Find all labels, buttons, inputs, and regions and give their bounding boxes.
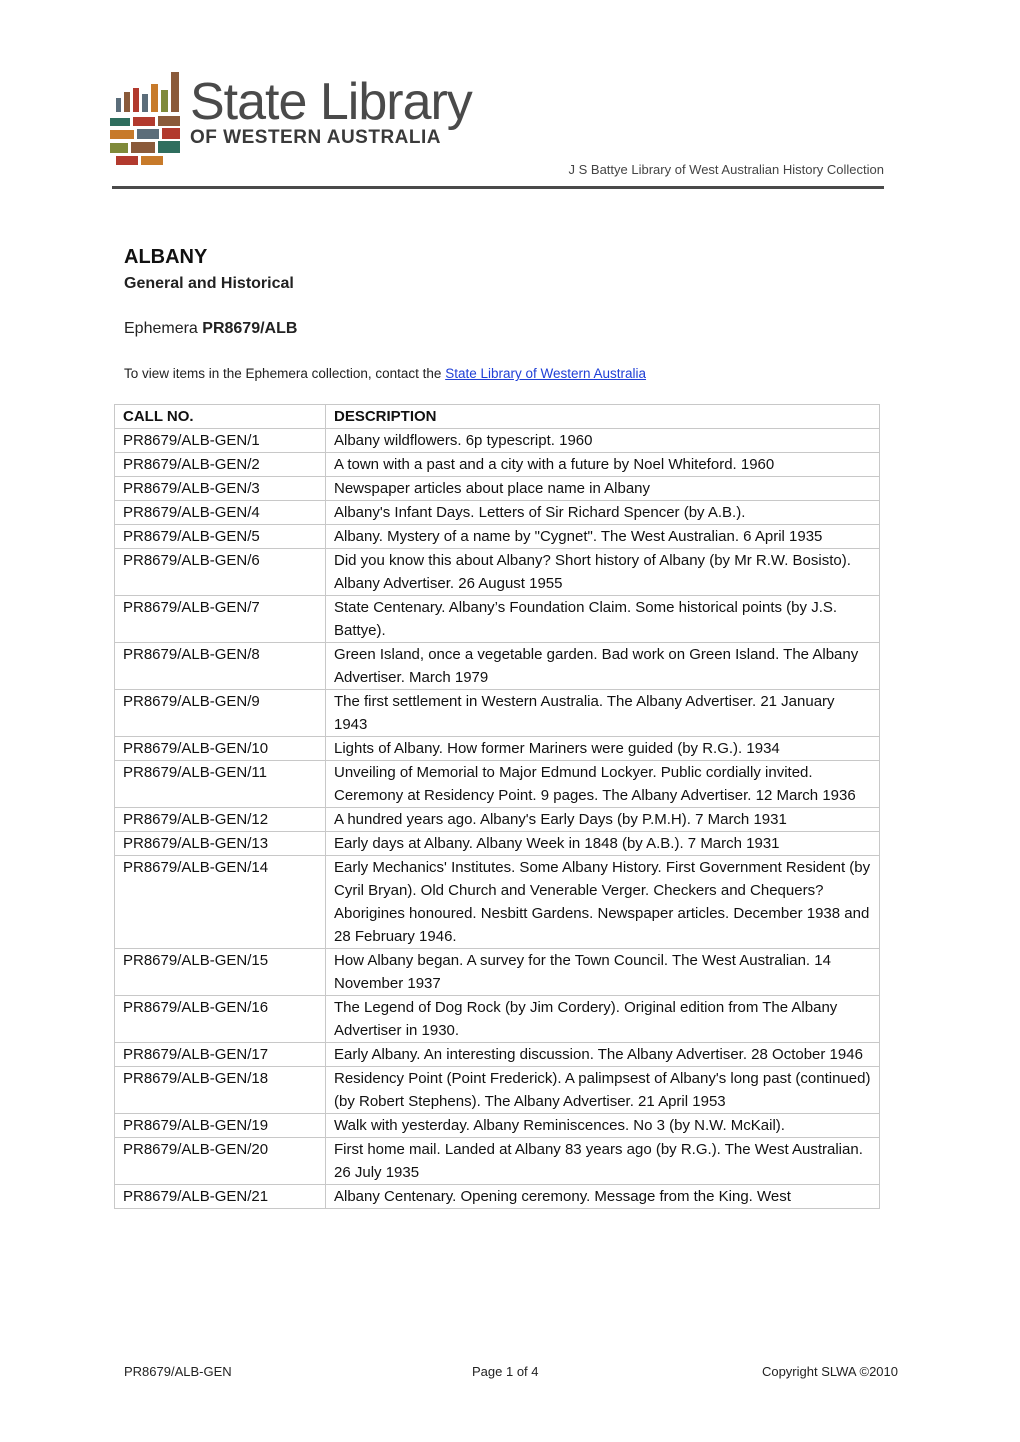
table-row [115, 477, 880, 501]
description-cell: Early Albany. An interesting discussion. The Albany Advertiser. 28 October 1946 [326, 1043, 880, 1067]
table-row [115, 949, 880, 996]
description-cell: Residency Point (Point Frederick). A palimpsest of Albany's long past (continued) (by Robert Stephens). The Albany Advertiser. 21 April 1953 [326, 1067, 880, 1114]
call-number-cell: PR8679/ALB-GEN/19 [115, 1114, 326, 1138]
logo-title: State Library [190, 73, 472, 131]
call-number-cell: PR8679/ALB-GEN/9 [115, 690, 326, 737]
table-row [115, 856, 880, 949]
call-number-cell: PR8679/ALB-GEN/5 [115, 525, 326, 549]
description-cell: Early Mechanics' Institutes. Some Albany History. First Government Resident (by Cyril Bryan). Old Church and Venerable Verger. Checkers and Chequers? Aborigines honoured. Nesbitt Gardens. Newspaper articles. December 1938 and 28 February 1946. [326, 856, 880, 949]
description-cell: Albany Centenary. Opening ceremony. Message from the King. West [326, 1185, 880, 1209]
call-number-cell: PR8679/ALB-GEN/17 [115, 1043, 326, 1067]
call-number-cell: PR8679/ALB-GEN/8 [115, 643, 326, 690]
call-number-cell: PR8679/ALB-GEN/13 [115, 832, 326, 856]
table-row [115, 832, 880, 856]
description-cell: A hundred years ago. Albany's Early Days (by P.M.H). 7 March 1931 [326, 808, 880, 832]
table-row [115, 453, 880, 477]
table-row [115, 1185, 880, 1209]
table-row [115, 996, 880, 1043]
description-cell: Albany wildflowers. 6p typescript. 1960 [326, 429, 880, 453]
table-row [115, 525, 880, 549]
table-row [115, 1114, 880, 1138]
call-number-cell: PR8679/ALB-GEN/7 [115, 596, 326, 643]
description-cell: The Legend of Dog Rock (by Jim Cordery). Original edition from The Albany Advertiser in 1930. [326, 996, 880, 1043]
page-subtitle: General and Historical [124, 275, 294, 292]
call-number-cell: PR8679/ALB-GEN/15 [115, 949, 326, 996]
call-number-cell: PR8679/ALB-GEN/4 [115, 501, 326, 525]
call-number-cell: PR8679/ALB-GEN/11 [115, 761, 326, 808]
description-cell: Did you know this about Albany? Short history of Albany (by Mr R.W. Bosisto). Albany Advertiser. 26 August 1955 [326, 549, 880, 596]
table-row [115, 690, 880, 737]
table-row [115, 549, 880, 596]
description-cell: Green Island, once a vegetable garden. Bad work on Green Island. The Albany Advertiser. March 1979 [326, 643, 880, 690]
table-header-row [115, 405, 880, 429]
description-cell: How Albany began. A survey for the Town Council. The West Australian. 14 November 1937 [326, 949, 880, 996]
header-divider [112, 186, 884, 189]
call-number-cell: PR8679/ALB-GEN/12 [115, 808, 326, 832]
call-number-cell: PR8679/ALB-GEN/3 [115, 477, 326, 501]
table-row [115, 761, 880, 808]
call-number-cell: PR8679/ALB-GEN/21 [115, 1185, 326, 1209]
collection-name: J S Battye Library of West Australian History Collection [568, 162, 884, 177]
description-cell: Early days at Albany. Albany Week in 1848 (by A.B.). 7 March 1931 [326, 832, 880, 856]
description-cell: A town with a past and a city with a future by Noel Whiteford. 1960 [326, 453, 880, 477]
description-cell: State Centenary. Albany’s Foundation Claim. Some historical points (by J.S. Battye). [326, 596, 880, 643]
table-row [115, 1138, 880, 1185]
column-header-description: DESCRIPTION [326, 405, 880, 429]
table-row [115, 737, 880, 761]
footer-reference: PR8679/ALB-GEN [124, 1364, 232, 1379]
call-number-cell: PR8679/ALB-GEN/1 [115, 429, 326, 453]
call-number-cell: PR8679/ALB-GEN/14 [115, 856, 326, 949]
intro-text [124, 366, 646, 381]
call-number-cell: PR8679/ALB-GEN/10 [115, 737, 326, 761]
table-row [115, 643, 880, 690]
logo-subtitle: OF WESTERN AUSTRALIA [190, 127, 442, 148]
table-row [115, 596, 880, 643]
description-cell: Newspaper articles about place name in Albany [326, 477, 880, 501]
call-number-cell: PR8679/ALB-GEN/16 [115, 996, 326, 1043]
table-row [115, 1067, 880, 1114]
table-row [115, 808, 880, 832]
ephemera-code: PR8679/ALB [202, 320, 298, 337]
description-cell: Albany's Infant Days. Letters of Sir Richard Spencer (by A.B.). [326, 501, 880, 525]
description-cell: The first settlement in Western Australia. The Albany Advertiser. 21 January 1943 [326, 690, 880, 737]
call-number-cell: PR8679/ALB-GEN/20 [115, 1138, 326, 1185]
call-number-cell: PR8679/ALB-GEN/6 [115, 549, 326, 596]
description-cell: First home mail. Landed at Albany 83 years ago (by R.G.). The West Australian. 26 July 1935 [326, 1138, 880, 1185]
table-row [115, 501, 880, 525]
description-cell: Walk with yesterday. Albany Reminiscences. No 3 (by N.W. McKail). [326, 1114, 880, 1138]
footer-page-number: Page 1 of 4 [472, 1364, 539, 1379]
description-cell: Lights of Albany. How former Mariners were guided (by R.G.). 1934 [326, 737, 880, 761]
table-row [115, 1043, 880, 1067]
column-header-call-no: CALL NO. [115, 405, 326, 429]
ephemera-line [124, 320, 297, 338]
table-row [115, 429, 880, 453]
page-title: ALBANY [124, 246, 208, 268]
ephemera-label: Ephemera [124, 320, 198, 337]
slwa-link[interactable]: State Library of Western Australia [445, 366, 647, 381]
call-number-cell: PR8679/ALB-GEN/18 [115, 1067, 326, 1114]
call-number-cell: PR8679/ALB-GEN/2 [115, 453, 326, 477]
description-cell: Albany. Mystery of a name by "Cygnet". The West Australian. 6 April 1935 [326, 525, 880, 549]
intro-sentence: To view items in the Ephemera collection, contact the [124, 366, 442, 381]
ephemera-table [114, 404, 880, 1209]
description-cell: Unveiling of Memorial to Major Edmund Lockyer. Public cordially invited. Ceremony at Residency Point. 9 pages. The Albany Advertiser. 12 March 1936 [326, 761, 880, 808]
footer-copyright: Copyright SLWA ©2010 [761, 1364, 898, 1379]
